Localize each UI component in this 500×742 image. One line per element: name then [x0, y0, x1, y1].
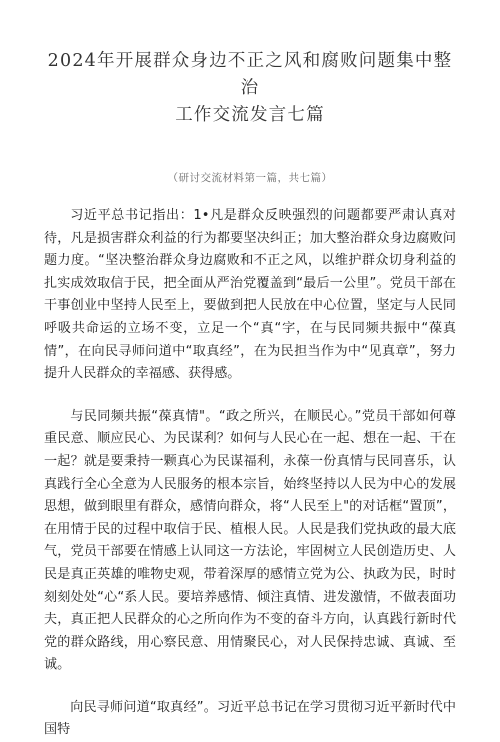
document-subtitle: （研讨交流材料第一篇，共七篇） [167, 172, 333, 184]
paragraph-2: 与民同频共振“葆真情"。“政之所兴，在顺民心。”党员干部如何尊重民意、顺应民心、为民谋利？如何与人民心在一起、想在一起、干在一起？就是要秉持一颗真心为民谋福利，永葆一份真情与民同喜乐，认真践行全心全意为人民服务的根本宗旨，始终坚持以人民为中心的发展思想，做到眼里有群众，感情向群众，将“人民至上"的对话框“置顶”，在用情于民的过程中取信于民、植根人民。人民是我们党执政的最大底气，党员干部要在情感上认同这一方法论，牢固树立人民创造历史、人民是真正英雄的唯物史观，带着深厚的感情立党为公、执政为民，时时刻刻处处“心“系人民。要培养感情、倾注真情、进发激情，不做表面功夫，真正把人民群众的心之所向作为不变的奋斗方向，认真践行新时代党的群众路线，用心察民意、用情聚民心，对人民保持忠诚、真诚、至诚。 [44, 408, 456, 673]
title-line-1: 2024年开展群众身边不正之风和腐败问题集中整治 [47, 51, 453, 98]
title-line-2: 工作交流发言七篇 [175, 105, 325, 125]
paragraph-1: 习近平总书记指出：1•凡是群众反映强烈的问题都要严肃认真对待，凡是损害群众利益的行为都要坚决纠正；加大整治群众身边腐败问题力度。“坚决整治群众身边腐败和不正之风，以维护群众切身利益的扎实成效取信于民，把全面从严治党覆盖到“最后一公里”。党员干部在干事创业中坚持人民至上，要做到把人民放在中心位置，坚定与人民同呼吸共命运的立场不变，立足一个“真“字，在与民同频共振中“葆真情”，在向民寻师问道中“取真经”，在为民担当作为中“见真章”，努力提升人民群众的幸福感、获得感。 [44, 208, 456, 382]
document-title [44, 48, 456, 129]
paragraph-3: 向民寻师问道“取真经”。习近平总书记在学习贯彻习近平新时代中国特 [44, 699, 456, 738]
